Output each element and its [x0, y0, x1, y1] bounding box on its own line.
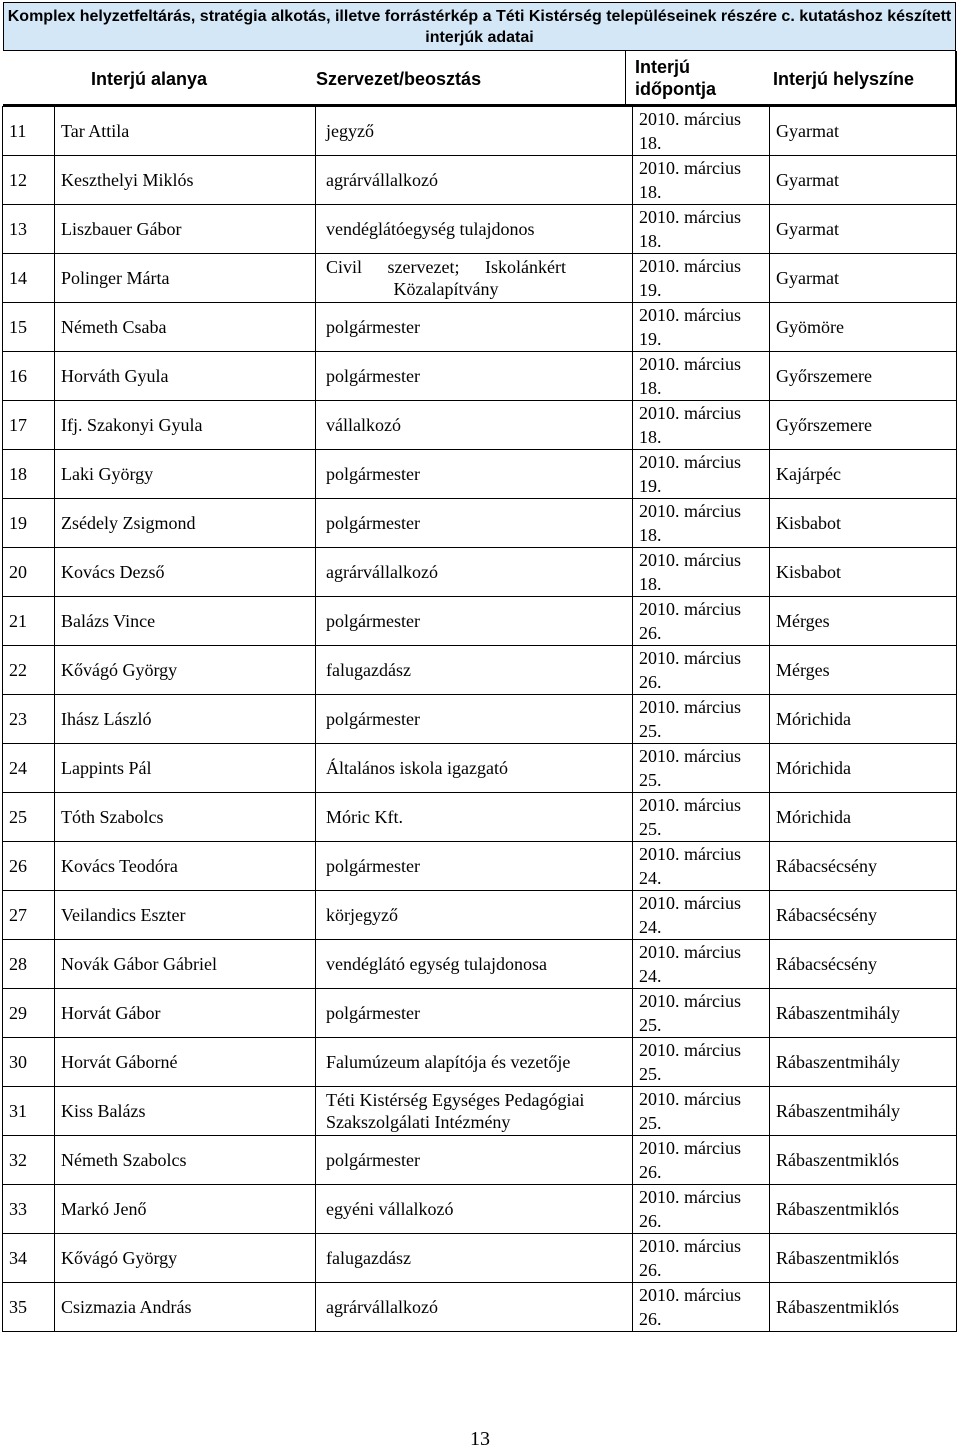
organization-position: vendéglátóegység tulajdonos [316, 205, 633, 254]
interview-location: Gyarmat [770, 254, 957, 303]
row-number: 18 [3, 450, 55, 499]
organization-position: körjegyző [316, 891, 633, 940]
organization-position: agrárvállalkozó [316, 548, 633, 597]
interviewee-name: Horvát Gáborné [55, 1038, 316, 1087]
interview-date-line1: 2010. március [639, 109, 741, 129]
interview-date-line1: 2010. március [639, 844, 741, 864]
interview-date [633, 107, 770, 156]
interview-date-line1: 2010. március [639, 1138, 741, 1158]
interview-date-line2: 26. [639, 1211, 662, 1231]
row-number: 23 [3, 695, 55, 744]
interview-date-line2: 24. [639, 917, 662, 937]
organization-position: polgármester [316, 450, 633, 499]
row-number: 25 [3, 793, 55, 842]
row-number: 16 [3, 352, 55, 401]
interviewee-name: Horváth Gyula [55, 352, 316, 401]
interview-location: Gyarmat [770, 205, 957, 254]
organization-position: polgármester [316, 303, 633, 352]
interviewee-name: Novák Gábor Gábriel [55, 940, 316, 989]
organization-line2: Szakszolgálati Intézmény [326, 1112, 511, 1132]
row-number: 34 [3, 1234, 55, 1283]
interview-date [633, 499, 770, 548]
interview-location: Rábaszentmihály [770, 989, 957, 1038]
interview-date-line1: 2010. március [639, 697, 741, 717]
table-row [3, 842, 957, 891]
interview-date-line2: 18. [639, 231, 662, 251]
organization-position: polgármester [316, 499, 633, 548]
interview-location: Rábaszentmiklós [770, 1136, 957, 1185]
table-row [3, 499, 957, 548]
column-header-name: Interjú alanya [91, 69, 208, 89]
table-row [3, 1087, 957, 1136]
interview-date [633, 695, 770, 744]
row-number: 22 [3, 646, 55, 695]
interview-location: Gyömöre [770, 303, 957, 352]
interview-date-line2: 25. [639, 721, 662, 741]
organization-position: polgármester [316, 842, 633, 891]
row-number: 30 [3, 1038, 55, 1087]
interview-date-line2: 25. [639, 819, 662, 839]
table-row [3, 352, 957, 401]
interview-date [633, 891, 770, 940]
interview-date-line1: 2010. március [639, 1089, 741, 1109]
interview-date [633, 793, 770, 842]
organization-position: polgármester [316, 695, 633, 744]
interview-location: Győrszemere [770, 352, 957, 401]
table-row [3, 1185, 957, 1234]
interview-date-line2: 26. [639, 1260, 662, 1280]
organization-position: Falumúzeum alapítója és vezetője [316, 1038, 633, 1087]
table-row [3, 1136, 957, 1185]
interview-date [633, 401, 770, 450]
interview-date [633, 1038, 770, 1087]
interview-date-line1: 2010. március [639, 746, 741, 766]
interview-location: Rábaszentmihály [770, 1038, 957, 1087]
organization-position: jegyző [316, 107, 633, 156]
interview-date-line2: 18. [639, 525, 662, 545]
interview-date [633, 842, 770, 891]
interview-date-line1: 2010. március [639, 648, 741, 668]
interview-date-line2: 25. [639, 1015, 662, 1035]
interviewee-name: Laki György [55, 450, 316, 499]
interview-location: Rábaszentmiklós [770, 1185, 957, 1234]
interview-table [2, 106, 957, 1332]
row-number: 27 [3, 891, 55, 940]
interviewee-name: Balázs Vince [55, 597, 316, 646]
interview-date-line2: 26. [639, 1162, 662, 1182]
interview-date-line2: 24. [639, 966, 662, 986]
interview-date-line1: 2010. március [639, 550, 741, 570]
interviewee-name: Keszthelyi Miklós [55, 156, 316, 205]
organization-position: polgármester [316, 1136, 633, 1185]
interview-location: Győrszemere [770, 401, 957, 450]
interview-date [633, 1283, 770, 1332]
table-row [3, 793, 957, 842]
interview-location: Mérges [770, 597, 957, 646]
table-row [3, 1283, 957, 1332]
organization-line2: Közalapítvány [393, 279, 499, 299]
organization-position: polgármester [316, 352, 633, 401]
organization-position: falugazdász [316, 646, 633, 695]
interviewee-name: Tóth Szabolcs [55, 793, 316, 842]
interview-date [633, 352, 770, 401]
interview-location: Mórichida [770, 744, 957, 793]
interview-date-line1: 2010. március [639, 599, 741, 619]
interview-date-line1: 2010. március [639, 893, 741, 913]
interview-date-line1: 2010. március [639, 354, 741, 374]
interview-date-line2: 25. [639, 1113, 662, 1133]
interview-date-line1: 2010. március [639, 452, 741, 472]
interview-location: Kajárpéc [770, 450, 957, 499]
row-number: 13 [3, 205, 55, 254]
organization-line1: Téti Kistérség Egységes Pedagógiai [326, 1090, 585, 1110]
table-row [3, 303, 957, 352]
interview-location: Rábaszentmihály [770, 1087, 957, 1136]
row-number: 11 [3, 107, 55, 156]
interview-date-line2: 18. [639, 427, 662, 447]
interviewee-name: Ihász László [55, 695, 316, 744]
table-row [3, 450, 957, 499]
organization-position: polgármester [316, 597, 633, 646]
interview-date-line2: 18. [639, 182, 662, 202]
interview-date [633, 646, 770, 695]
interviewee-name: Németh Szabolcs [55, 1136, 316, 1185]
table-row [3, 107, 957, 156]
interview-date-line2: 19. [639, 476, 662, 496]
organization-position: vendéglátó egység tulajdonosa [316, 940, 633, 989]
interview-date-line2: 26. [639, 1309, 662, 1329]
interviewee-name: Zsédely Zsigmond [55, 499, 316, 548]
page-number: 13 [470, 1428, 490, 1450]
row-number: 24 [3, 744, 55, 793]
interviewee-name: Kővágó György [55, 1234, 316, 1283]
interview-date-line1: 2010. március [639, 942, 741, 962]
row-number: 33 [3, 1185, 55, 1234]
interview-date-line1: 2010. március [639, 256, 741, 276]
table-header [3, 51, 957, 106]
organization-position: agrárvállalkozó [316, 156, 633, 205]
interviewee-name: Kővágó György [55, 646, 316, 695]
interview-location: Rábacsécsény [770, 842, 957, 891]
table-row [3, 254, 957, 303]
interview-date-line1: 2010. március [639, 991, 741, 1011]
organization-position: agrárvállalkozó [316, 1283, 633, 1332]
interviewee-name: Horvát Gábor [55, 989, 316, 1038]
interviewee-name: Németh Csaba [55, 303, 316, 352]
row-number: 26 [3, 842, 55, 891]
interview-date-line2: 18. [639, 378, 662, 398]
interview-date [633, 303, 770, 352]
interview-date-line2: 25. [639, 770, 662, 790]
organization-position: falugazdász [316, 1234, 633, 1283]
interview-location: Rábaszentmiklós [770, 1283, 957, 1332]
interviewee-name: Veilandics Eszter [55, 891, 316, 940]
interviewee-name: Kiss Balázs [55, 1087, 316, 1136]
interview-date-line1: 2010. március [639, 403, 741, 423]
interview-date-line2: 25. [639, 1064, 662, 1084]
interview-date [633, 1136, 770, 1185]
interview-date-line1: 2010. március [639, 1236, 741, 1256]
row-number: 35 [3, 1283, 55, 1332]
interview-date [633, 548, 770, 597]
row-number: 17 [3, 401, 55, 450]
interview-location: Rábaszentmiklós [770, 1234, 957, 1283]
table-row [3, 695, 957, 744]
table-row [3, 1234, 957, 1283]
interviewee-name: Kovács Dezső [55, 548, 316, 597]
row-number: 14 [3, 254, 55, 303]
organization-position: egyéni vállalkozó [316, 1185, 633, 1234]
interview-date-line1: 2010. március [639, 1040, 741, 1060]
table-row [3, 597, 957, 646]
interview-date-line2: 26. [639, 623, 662, 643]
interview-date [633, 1185, 770, 1234]
row-number: 12 [3, 156, 55, 205]
row-number: 32 [3, 1136, 55, 1185]
row-number: 31 [3, 1087, 55, 1136]
organization-position: Általános iskola igazgató [316, 744, 633, 793]
interviewee-name: Csizmazia András [55, 1283, 316, 1332]
interview-location: Mórichida [770, 695, 957, 744]
interview-date [633, 989, 770, 1038]
row-number: 20 [3, 548, 55, 597]
table-row [3, 940, 957, 989]
organization-line1: Civil szervezet; Iskolánkért [326, 257, 566, 277]
interview-location: Rábacsécsény [770, 891, 957, 940]
table-row [3, 1038, 957, 1087]
interview-date [633, 597, 770, 646]
table-row [3, 744, 957, 793]
interviewee-name: Lappints Pál [55, 744, 316, 793]
interview-date [633, 744, 770, 793]
interview-date [633, 205, 770, 254]
interview-date-line2: 24. [639, 868, 662, 888]
interview-date-line1: 2010. március [639, 305, 741, 325]
interview-location: Gyarmat [770, 156, 957, 205]
interviewee-name: Tar Attila [55, 107, 316, 156]
organization-position: Móric Kft. [316, 793, 633, 842]
interview-date-line1: 2010. március [639, 501, 741, 521]
column-header-date-line1: Interjú [635, 57, 691, 77]
column-header-org: Szervezet/beosztás [316, 69, 482, 89]
document-title: Komplex helyzetfeltárás, stratégia alkotás, illetve forrástérkép a Téti Kistérség településeinek részére c. kutatáshoz készített interjúk adatai [3, 2, 956, 51]
interview-date-line1: 2010. március [639, 1285, 741, 1305]
table-row [3, 646, 957, 695]
column-header-date-line2: időpontja [635, 79, 716, 99]
interview-date [633, 254, 770, 303]
interviewee-name: Ifj. Szakonyi Gyula [55, 401, 316, 450]
table-row [3, 548, 957, 597]
interview-date-line2: 19. [639, 329, 662, 349]
interviewee-name: Liszbauer Gábor [55, 205, 316, 254]
interview-date-line2: 26. [639, 672, 662, 692]
row-number: 15 [3, 303, 55, 352]
interview-date [633, 450, 770, 499]
interview-date [633, 1234, 770, 1283]
interview-date [633, 156, 770, 205]
interview-date-line1: 2010. március [639, 158, 741, 178]
table-row [3, 989, 957, 1038]
interviewee-name: Polinger Márta [55, 254, 316, 303]
row-number: 29 [3, 989, 55, 1038]
organization-position: polgármester [316, 989, 633, 1038]
row-number: 19 [3, 499, 55, 548]
organization-position [316, 254, 633, 303]
interview-location: Kisbabot [770, 499, 957, 548]
column-header-date [635, 56, 716, 100]
interview-location: Rábacsécsény [770, 940, 957, 989]
interview-location: Mórichida [770, 793, 957, 842]
table-row [3, 156, 957, 205]
row-number: 28 [3, 940, 55, 989]
interview-date-line2: 18. [639, 574, 662, 594]
organization-position: vállalkozó [316, 401, 633, 450]
interview-location: Mérges [770, 646, 957, 695]
header-divider [625, 51, 626, 106]
interview-date-line1: 2010. március [639, 207, 741, 227]
interviewee-name: Markó Jenő [55, 1185, 316, 1234]
interview-date [633, 940, 770, 989]
row-number: 21 [3, 597, 55, 646]
column-header-place: Interjú helyszíne [773, 69, 915, 89]
interview-location: Kisbabot [770, 548, 957, 597]
table-row [3, 401, 957, 450]
interview-date-line2: 19. [639, 280, 662, 300]
interviewee-name: Kovács Teodóra [55, 842, 316, 891]
table-row [3, 205, 957, 254]
interview-date [633, 1087, 770, 1136]
interview-date-line1: 2010. március [639, 1187, 741, 1207]
interview-date-line2: 18. [639, 133, 662, 153]
interview-location: Gyarmat [770, 107, 957, 156]
interview-date-line1: 2010. március [639, 795, 741, 815]
organization-position [316, 1087, 633, 1136]
table-row [3, 891, 957, 940]
